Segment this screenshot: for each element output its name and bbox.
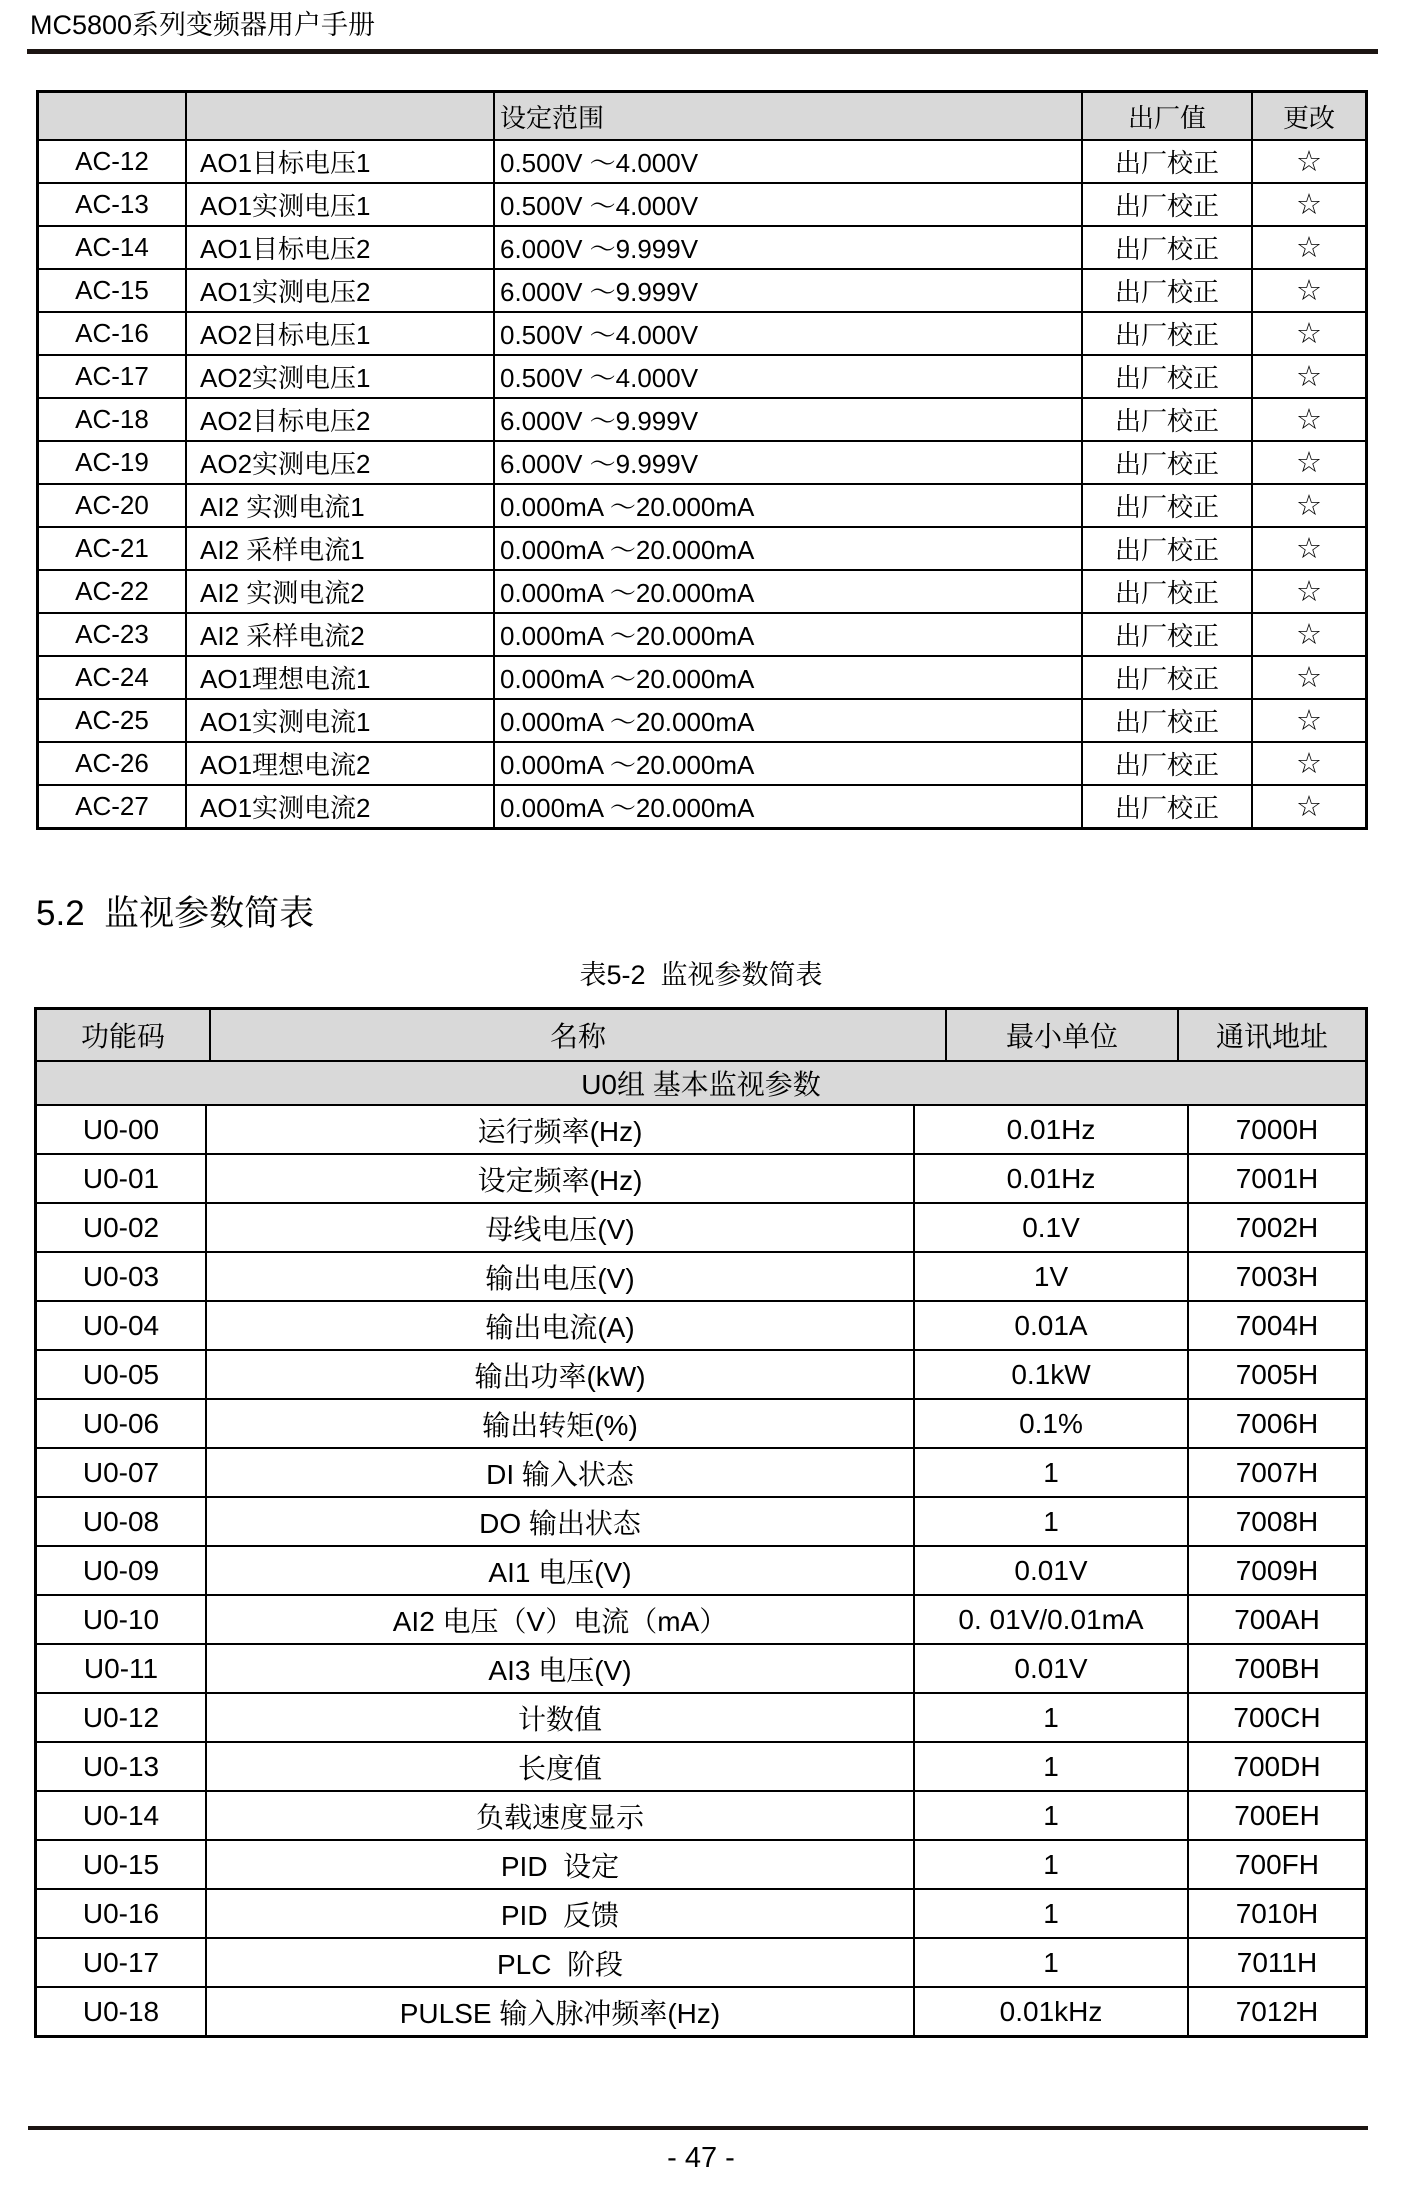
star-icon: ☆ xyxy=(1251,485,1365,526)
monitor-cell-unit: 0.01V xyxy=(913,1645,1187,1692)
monitor-cell-name: AI2 电压（V）电流（mA） xyxy=(205,1596,913,1643)
star-icon: ☆ xyxy=(1251,141,1365,182)
star-icon: ☆ xyxy=(1251,270,1365,311)
ac-cell-range: 0.000mA ～20.000mA xyxy=(493,485,1081,526)
monitor-cell-name: 设定频率(Hz) xyxy=(205,1155,913,1202)
monitor-cell-address: 700AH xyxy=(1187,1596,1365,1643)
monitor-cell-code: U0-15 xyxy=(82,1848,160,1880)
monitor-cell-name: 输出功率(kW) xyxy=(205,1351,913,1398)
star-icon: ☆ xyxy=(1251,743,1365,784)
ac-table-row xyxy=(39,569,1365,612)
monitor-cell-unit: 1 xyxy=(913,1792,1187,1839)
monitor-cell-code: U0-16 xyxy=(82,1897,160,1929)
monitor-table-row xyxy=(37,1839,1365,1888)
monitor-table-row xyxy=(37,1888,1365,1937)
ac-cell-factory: 出厂校正 xyxy=(1081,786,1251,827)
monitor-cell-code: U0-14 xyxy=(82,1799,160,1831)
star-icon: ☆ xyxy=(1251,399,1365,440)
star-icon: ☆ xyxy=(1251,571,1365,612)
monitor-cell-name: PID 反馈 xyxy=(205,1890,913,1937)
ac-cell-name: AO2实测电压1 xyxy=(185,356,493,397)
ac-cell-name: AI2 实测电流1 xyxy=(185,485,493,526)
star-icon: ☆ xyxy=(1251,356,1365,397)
monitor-cell-name: 长度值 xyxy=(205,1743,913,1790)
ac-cell-name: AO1实测电流1 xyxy=(185,700,493,741)
ac-table-row xyxy=(39,741,1365,784)
ac-table-row xyxy=(39,182,1365,225)
ac-table-row xyxy=(39,268,1365,311)
monitor-cell-address: 7012H xyxy=(1187,1988,1365,2035)
monitor-table-row xyxy=(37,1545,1365,1594)
ac-cell-factory: 出厂校正 xyxy=(1081,184,1251,225)
star-icon: ☆ xyxy=(1251,786,1365,827)
monitor-cell-unit: 0.01Hz xyxy=(913,1106,1187,1153)
monitor-cell-address: 700EH xyxy=(1187,1792,1365,1839)
monitor-cell-address: 7003H xyxy=(1187,1253,1365,1300)
ac-cell-factory: 出厂校正 xyxy=(1081,399,1251,440)
ac-table-row xyxy=(39,225,1365,268)
monitor-cell-unit: 0.1% xyxy=(913,1400,1187,1447)
ac-cell-range: 0.500V ～4.000V xyxy=(493,184,1081,225)
monitor-table-row xyxy=(37,1349,1365,1398)
ac-cell-code: AC-13 xyxy=(75,189,149,219)
monitor-group-header: U0组 基本监视参数 xyxy=(37,1060,1365,1104)
monitor-table-row xyxy=(37,1496,1365,1545)
ac-cell-factory: 出厂校正 xyxy=(1081,485,1251,526)
table2-caption: 表5-2 监视参数简表 xyxy=(579,960,823,990)
ac-cell-range: 0.000mA ～20.000mA xyxy=(493,528,1081,569)
monitor-cell-code: U0-12 xyxy=(82,1701,160,1733)
ac-cell-factory: 出厂校正 xyxy=(1081,571,1251,612)
monitor-cell-address: 700DH xyxy=(1187,1743,1365,1790)
ac-cell-name: AO1实测电流2 xyxy=(185,786,493,827)
ac-header-range: 设定范围 xyxy=(493,93,1081,139)
monitor-cell-code: U0-13 xyxy=(82,1750,160,1782)
monitor-table-row xyxy=(37,1398,1365,1447)
monitor-table-row xyxy=(37,1300,1365,1349)
monitor-cell-name: 输出电压(V) xyxy=(205,1253,913,1300)
monitor-cell-name: 输出电流(A) xyxy=(205,1302,913,1349)
ac-table-row xyxy=(39,397,1365,440)
monitor-table-row xyxy=(37,1251,1365,1300)
monitor-cell-name: 母线电压(V) xyxy=(205,1204,913,1251)
monitor-cell-name: 运行频率(Hz) xyxy=(205,1106,913,1153)
monitor-header-code: 功能码 xyxy=(80,1021,165,1052)
ac-cell-name: AO1目标电压2 xyxy=(185,227,493,268)
ac-cell-range: 0.000mA ～20.000mA xyxy=(493,614,1081,655)
ac-cell-factory: 出厂校正 xyxy=(1081,657,1251,698)
monitor-cell-unit: 1 xyxy=(913,1841,1187,1888)
monitor-cell-code: U0-18 xyxy=(82,1995,160,2027)
ac-cell-code: AC-24 xyxy=(75,662,149,692)
monitor-cell-name: 负载速度显示 xyxy=(205,1792,913,1839)
ac-cell-code: AC-26 xyxy=(75,748,149,778)
header-rule xyxy=(27,49,1378,54)
monitor-parameter-table xyxy=(34,1007,1368,2038)
doc-title: MC5800系列变频器用户手册 xyxy=(30,10,376,40)
ac-table-row xyxy=(39,612,1365,655)
ac-cell-name: AO1理想电流2 xyxy=(185,743,493,784)
monitor-table-row xyxy=(37,1594,1365,1643)
ac-cell-factory: 出厂校正 xyxy=(1081,743,1251,784)
monitor-cell-unit: 1 xyxy=(913,1743,1187,1790)
monitor-cell-code: U0-09 xyxy=(82,1554,160,1586)
star-icon: ☆ xyxy=(1251,313,1365,354)
ac-cell-factory: 出厂校正 xyxy=(1081,614,1251,655)
ac-table-row xyxy=(39,784,1365,827)
monitor-cell-unit: 0.01kHz xyxy=(913,1988,1187,2035)
star-icon: ☆ xyxy=(1251,227,1365,268)
star-icon: ☆ xyxy=(1251,614,1365,655)
monitor-cell-address: 7011H xyxy=(1187,1939,1365,1986)
ac-cell-name: AI2 实测电流2 xyxy=(185,571,493,612)
ac-table-row xyxy=(39,440,1365,483)
monitor-cell-unit: 1V xyxy=(913,1253,1187,1300)
monitor-cell-address: 7002H xyxy=(1187,1204,1365,1251)
ac-table-row xyxy=(39,139,1365,182)
monitor-cell-name: PLC 阶段 xyxy=(205,1939,913,1986)
monitor-cell-unit: 0.01Hz xyxy=(913,1155,1187,1202)
ac-cell-factory: 出厂校正 xyxy=(1081,700,1251,741)
monitor-header-address: 通讯地址 xyxy=(1177,1010,1365,1060)
ac-cell-range: 0.000mA ～20.000mA xyxy=(493,657,1081,698)
monitor-cell-name: 输出转矩(%) xyxy=(205,1400,913,1447)
ac-cell-name: AO2目标电压2 xyxy=(185,399,493,440)
monitor-cell-address: 7004H xyxy=(1187,1302,1365,1349)
monitor-header-unit: 最小单位 xyxy=(945,1010,1177,1060)
monitor-table-header-row xyxy=(37,1010,1365,1060)
monitor-cell-unit: 0.1V xyxy=(913,1204,1187,1251)
monitor-cell-code: U0-08 xyxy=(82,1505,160,1537)
monitor-cell-address: 700FH xyxy=(1187,1841,1365,1888)
ac-cell-name: AO2目标电压1 xyxy=(185,313,493,354)
ac-cell-factory: 出厂校正 xyxy=(1081,528,1251,569)
monitor-cell-code: U0-11 xyxy=(83,1652,159,1684)
ac-cell-range: 0.500V ～4.000V xyxy=(493,356,1081,397)
monitor-cell-code: U0-00 xyxy=(82,1113,160,1145)
section-heading: 5.2 监视参数简表 xyxy=(36,894,315,933)
star-icon: ☆ xyxy=(1251,442,1365,483)
ac-cell-code: AC-22 xyxy=(75,576,149,606)
monitor-table-row xyxy=(37,1447,1365,1496)
monitor-cell-address: 7001H xyxy=(1187,1155,1365,1202)
ac-cell-code: AC-14 xyxy=(75,232,149,262)
monitor-cell-unit: 1 xyxy=(913,1449,1187,1496)
monitor-cell-address: 7007H xyxy=(1187,1449,1365,1496)
ac-cell-factory: 出厂校正 xyxy=(1081,313,1251,354)
ac-cell-range: 0.500V ～4.000V xyxy=(493,313,1081,354)
monitor-table-row xyxy=(37,1643,1365,1692)
monitor-cell-name: DI 输入状态 xyxy=(205,1449,913,1496)
ac-cell-code: AC-19 xyxy=(75,447,149,477)
ac-cell-name: AI2 采样电流2 xyxy=(185,614,493,655)
ac-cell-code: AC-20 xyxy=(75,490,149,520)
ac-parameter-table xyxy=(36,90,1368,830)
ac-cell-factory: 出厂校正 xyxy=(1081,442,1251,483)
monitor-cell-address: 7010H xyxy=(1187,1890,1365,1937)
monitor-cell-unit: 1 xyxy=(913,1498,1187,1545)
ac-cell-code: AC-17 xyxy=(75,361,149,391)
ac-cell-factory: 出厂校正 xyxy=(1081,227,1251,268)
monitor-table-row xyxy=(37,1986,1365,2035)
ac-table-row xyxy=(39,655,1365,698)
monitor-cell-unit: 0.01A xyxy=(913,1302,1187,1349)
monitor-cell-address: 7009H xyxy=(1187,1547,1365,1594)
monitor-cell-name: PULSE 输入脉冲频率(Hz) xyxy=(205,1988,913,2035)
monitor-cell-code: U0-05 xyxy=(82,1358,160,1390)
monitor-cell-name: DO 输出状态 xyxy=(205,1498,913,1545)
monitor-table-row xyxy=(37,1937,1365,1986)
ac-cell-code: AC-18 xyxy=(75,404,149,434)
ac-header-name xyxy=(185,93,493,139)
monitor-cell-code: U0-17 xyxy=(82,1946,160,1978)
monitor-table-row xyxy=(37,1790,1365,1839)
monitor-cell-address: 7000H xyxy=(1187,1106,1365,1153)
ac-cell-range: 0.000mA ～20.000mA xyxy=(493,571,1081,612)
monitor-cell-address: 700CH xyxy=(1187,1694,1365,1741)
ac-cell-name: AO1理想电流1 xyxy=(185,657,493,698)
ac-table-row xyxy=(39,483,1365,526)
star-icon: ☆ xyxy=(1251,184,1365,225)
monitor-cell-unit: 1 xyxy=(913,1890,1187,1937)
ac-cell-code: AC-21 xyxy=(75,533,149,563)
monitor-cell-name: AI3 电压(V) xyxy=(205,1645,913,1692)
ac-cell-code: AC-16 xyxy=(75,318,149,348)
page-number: - 47 - xyxy=(667,2142,735,2174)
monitor-cell-address: 7006H xyxy=(1187,1400,1365,1447)
monitor-cell-unit: 1 xyxy=(913,1939,1187,1986)
ac-cell-range: 0.500V ～4.000V xyxy=(493,141,1081,182)
ac-cell-code: AC-23 xyxy=(75,619,149,649)
monitor-cell-code: U0-03 xyxy=(82,1260,160,1292)
monitor-cell-address: 7008H xyxy=(1187,1498,1365,1545)
ac-cell-name: AO1目标电压1 xyxy=(185,141,493,182)
monitor-cell-name: AI1 电压(V) xyxy=(205,1547,913,1594)
ac-cell-range: 6.000V ～9.999V xyxy=(493,399,1081,440)
ac-cell-range: 6.000V ～9.999V xyxy=(493,270,1081,311)
monitor-table-row xyxy=(37,1104,1365,1153)
monitor-table-row xyxy=(37,1202,1365,1251)
star-icon: ☆ xyxy=(1251,700,1365,741)
monitor-cell-unit: 0. 01V/0.01mA xyxy=(913,1596,1187,1643)
ac-cell-range: 6.000V ～9.999V xyxy=(493,227,1081,268)
monitor-cell-code: U0-04 xyxy=(82,1309,160,1341)
ac-cell-range: 0.000mA ～20.000mA xyxy=(493,700,1081,741)
ac-cell-name: AO2实测电压2 xyxy=(185,442,493,483)
ac-table-row xyxy=(39,354,1365,397)
ac-cell-code: AC-15 xyxy=(75,275,149,305)
ac-cell-factory: 出厂校正 xyxy=(1081,356,1251,397)
monitor-cell-code: U0-06 xyxy=(82,1407,160,1439)
monitor-table-row xyxy=(37,1741,1365,1790)
ac-cell-code: AC-12 xyxy=(75,146,149,176)
monitor-table-row xyxy=(37,1692,1365,1741)
ac-header-code xyxy=(39,93,185,139)
ac-cell-name: AO1实测电压1 xyxy=(185,184,493,225)
ac-cell-code: AC-25 xyxy=(75,705,149,735)
ac-table-row xyxy=(39,311,1365,354)
star-icon: ☆ xyxy=(1251,528,1365,569)
monitor-table-row xyxy=(37,1153,1365,1202)
ac-table-header-row xyxy=(39,93,1365,139)
ac-header-factory: 出厂值 xyxy=(1081,93,1251,139)
monitor-cell-code: U0-01 xyxy=(82,1162,160,1194)
monitor-cell-code: U0-07 xyxy=(82,1456,160,1488)
ac-header-change: 更改 xyxy=(1251,93,1365,139)
monitor-cell-name: PID 设定 xyxy=(205,1841,913,1888)
ac-table-row xyxy=(39,526,1365,569)
ac-cell-range: 0.000mA ～20.000mA xyxy=(493,786,1081,827)
monitor-header-name: 名称 xyxy=(209,1010,945,1060)
monitor-cell-unit: 0.01V xyxy=(913,1547,1187,1594)
ac-cell-range: 6.000V ～9.999V xyxy=(493,442,1081,483)
monitor-cell-unit: 0.1kW xyxy=(913,1351,1187,1398)
ac-cell-range: 0.000mA ～20.000mA xyxy=(493,743,1081,784)
ac-cell-name: AI2 采样电流1 xyxy=(185,528,493,569)
monitor-cell-code: U0-10 xyxy=(82,1603,160,1635)
monitor-cell-address: 7005H xyxy=(1187,1351,1365,1398)
monitor-cell-code: U0-02 xyxy=(82,1211,160,1243)
footer-rule xyxy=(28,2126,1368,2130)
ac-table-row xyxy=(39,698,1365,741)
monitor-cell-name: 计数值 xyxy=(205,1694,913,1741)
ac-cell-factory: 出厂校正 xyxy=(1081,270,1251,311)
ac-cell-name: AO1实测电压2 xyxy=(185,270,493,311)
ac-cell-code: AC-27 xyxy=(75,791,149,821)
ac-cell-factory: 出厂校正 xyxy=(1081,141,1251,182)
star-icon: ☆ xyxy=(1251,657,1365,698)
monitor-cell-unit: 1 xyxy=(913,1694,1187,1741)
monitor-cell-address: 700BH xyxy=(1187,1645,1365,1692)
